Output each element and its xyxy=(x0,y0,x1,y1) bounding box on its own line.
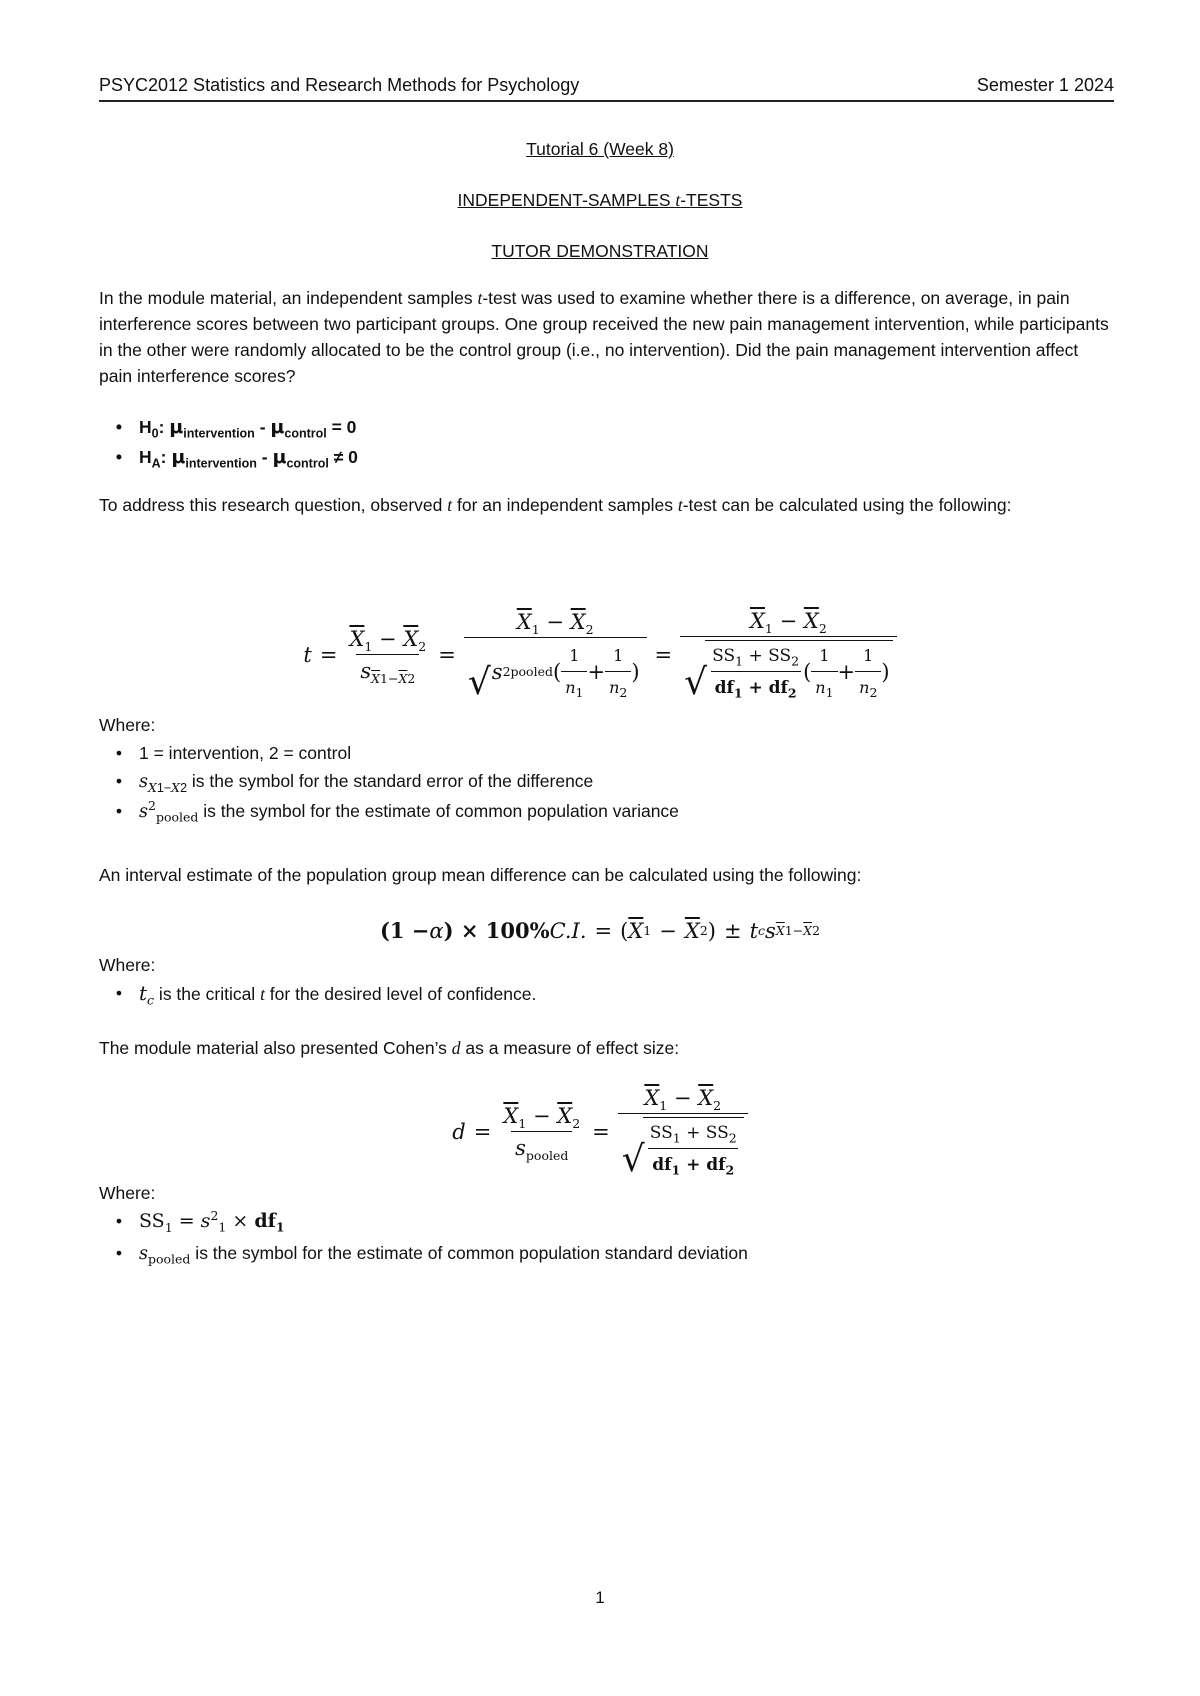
where-label-2: Where: xyxy=(99,955,156,975)
bullet-icon: • xyxy=(115,801,123,821)
null-hypothesis: • $H_0$: $\mu_{intervention} - \mu_{control} = 0$ xyxy=(99,414,1114,444)
intro-paragraph: In the module material, an independent samples t-test was used to examine whether there is a difference, on average, in pain interference scores between two participant groups. One group received the new pain management intervention, while participants in the other were randomly allocated to be the control group (i.e., no intervention). Did the pain management intervention affect pain interference scores? xyxy=(99,288,1109,386)
list-item: • $s_{pooled}$ is the symbol for the estimate of common population standard deviation xyxy=(99,1240,1114,1270)
list-item: • 1 = intervention, 2 = control xyxy=(99,740,1114,768)
course-title: PSYC2012 Statistics and Research Methods for Psychology xyxy=(99,75,580,95)
list-item: • $SS_1 = s^2_1 \times df_1$ xyxy=(99,1208,1114,1240)
hypotheses-list xyxy=(99,414,1114,474)
interval-paragraph: An interval estimate of the population group mean difference can be calculated using the following: xyxy=(99,865,862,885)
bullet-icon: • xyxy=(115,1211,123,1231)
bullet-icon: • xyxy=(115,1243,123,1263)
topic-title: INDEPENDENT-SAMPLES t-TESTS xyxy=(457,190,743,210)
section-title: TUTOR DEMONSTRATION xyxy=(491,241,709,261)
ci-formula: (1 − α ) × 100% C.I. = ( $\overline{X}$ 1 − $\overline{X}$ 2 ) ± t c s $\overline{X}1-\overline{X}2$ xyxy=(379,918,821,943)
address-paragraph: To address this research question, observed t for an independent samples t-test can be calculated using the following: xyxy=(99,495,1012,515)
where-label-3: Where: xyxy=(99,1183,156,1203)
cohens-d-formula: d = $\frac{\overline{X}_1 - \overline{X}_2}{s_{pooled}}$ = $\overline{X}_1 - \overline{X}_2$ √ $\frac{SS_1 + SS_2}{df_1 + df_2}$ xyxy=(0,1085,1200,1178)
where-list-3 xyxy=(99,1208,1114,1270)
where-list-1 xyxy=(99,740,1114,828)
bullet-icon: • xyxy=(115,447,123,467)
bullet-icon: • xyxy=(115,743,123,763)
semester-label: Semester 1 2024 xyxy=(976,75,1114,95)
alternative-hypothesis: • $H_A$: $\mu_{intervention} - \mu_{control} \ne 0$ xyxy=(99,444,1114,474)
where-list-2 xyxy=(99,980,1114,1010)
cohen-paragraph: The module material also presented Cohen’s d as a measure of effect size: xyxy=(99,1038,680,1058)
where-label-1: Where: xyxy=(99,715,156,735)
page-header xyxy=(99,72,1114,102)
list-item: • $s^2_{pooled}$ is the symbol for the estimate of common population variance xyxy=(99,798,1114,828)
bullet-icon: • xyxy=(115,771,123,791)
list-item: • $t_c$ is the critical t for the desired level of confidence. xyxy=(99,980,1114,1010)
list-item: • $s_{X1-X2}$ is the symbol for the standard error of the difference xyxy=(99,768,1114,798)
page-number: 1 xyxy=(595,1588,605,1607)
t-formula: t = $\frac{\overline{X}_1 - \overline{X}_2}{s_{\overline{X}1-\overline{X}2}}$ = $\overline{X}_1 - \overline{X}_2$ √ s 2 pooled ( $\frac{1}{n_1}$ + $\frac{1}{n_2}$ ) = $\overline{X}_1 - \overline{X}_2$ √ $\frac{SS_1 + SS_2}{df_1 + df_2}$ ( $\frac{1}{n_1}$ + $\frac{1}{n_2}$ ) xyxy=(0,608,1200,701)
bullet-icon: • xyxy=(115,983,123,1003)
bullet-icon: • xyxy=(115,417,123,437)
tutorial-title: Tutorial 6 (Week 8) xyxy=(526,139,674,159)
